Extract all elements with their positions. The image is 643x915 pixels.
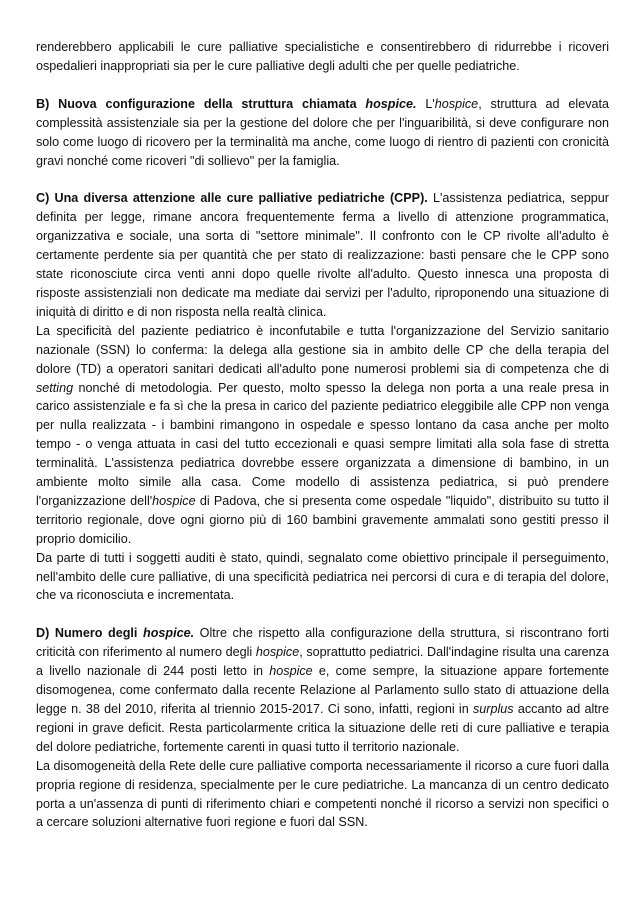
- paragraph-gap: [36, 170, 609, 189]
- section-d-para1-term1: hospice: [255, 645, 300, 660]
- section-d-para2-text: La disomogeneità della Rete delle cure palliative comporta necessariamente il ricorso a cure fuori dalla propria regione di residenza, specialmente per le cure pediatriche. La mancanza di un centro dedicato porta a un'assenza di punti di riferimento chiari e competenti nonché il ricorso a servizi non specifici o a cercare soluzioni alternative fuori regione e fuori dal SSN.: [36, 758, 609, 830]
- intro-text: renderebbero applicabili le cure palliative specialistiche e consentirebbero di ridurrebbe i ricoveri ospedalieri inappropriati sia per le cure palliative degli adulti che per quelle pediatriche.: [36, 40, 609, 73]
- section-c-para2-part3: di Padova, che si presenta come ospedale "liquido", distribuito su tutto il territorio regionale, dove ogni giorno più di 160 bambini gravemente ammalati sono gestiti presso il proprio domicilio.: [36, 493, 609, 546]
- section-d-heading-prefix: D) Numero degli: [36, 626, 143, 641]
- section-d-heading: [36, 626, 194, 640]
- section-b-body-term: hospice: [434, 96, 479, 111]
- paragraph-gap: [36, 76, 609, 95]
- text-column: [36, 38, 609, 832]
- section-d-paragraph-1: [36, 624, 609, 756]
- section-c-para3-text: Da parte di tutti i soggetti auditi è stato, quindi, segnalato come obiettivo principale il perseguimento, nell'ambito delle cure palliative, di una specificità pediatrica nei percorsi di cura e di terapia del dolore, che va riconosciuta e incrementata.: [36, 550, 609, 603]
- section-c-paragraph-2: [36, 322, 609, 549]
- section-b-body-start: L': [416, 96, 435, 111]
- section-b-heading: [36, 97, 417, 111]
- paragraph-gap: [36, 605, 609, 624]
- section-d-para1-part4: accanto ad altre regioni in grave deficit. Resta particolarmente critica la situazione delle reti di cure palliative e terapia del dolore pediatriche, fortemente carenti in quasi tutto il territorio nazionale.: [36, 702, 609, 754]
- section-d-para1-term3: surplus: [472, 702, 514, 716]
- section-c-paragraph-3: [36, 549, 609, 606]
- section-d-para1-part1: Oltre che rispetto alla configurazione della struttura, si riscontrano forti criticità con riferimento al numero degli: [36, 626, 609, 660]
- section-c-para2-part1: La specificità del paziente pediatrico è inconfutabile e tutta l'organizzazione del Servizio sanitario nazionale (SSN) lo conferma: la delega alla gestione sia in ambito delle CP che della terapia del dolore (TD) a operatori sanitari dedicati all'adulto pone numerosi problemi sia di competenza che di: [36, 323, 609, 376]
- section-c-heading: C) Una diversa attenzione alle cure palliative pediatriche (CPP).: [36, 191, 428, 206]
- section-d-heading-term: hospice.: [143, 626, 195, 641]
- section-b-body-rest: , struttura ad elevata complessità assistenziale sia per la gestione del dolore che per l'inguaribilità, si deve configurare non solo come luogo di ricovero per la terminalità ma anche, come luogo di rientro di pazienti con cronicità gravi nonché come ricoveri "di sollievo" per la famiglia.: [36, 96, 609, 168]
- section-c-para2-part2: nonché di metodologia. Per questo, molto spesso la delega non porta a una reale presa in carico assistenziale e fa sì che la presa in carico del paziente pediatrico eleggibile alle CPP non venga per nulla realizzata - i bambini rimangono in ospedale e spesso lontano da casa anche per molto tempo - o venga attuata in casi del tutto eccezionali e quasi sempre limitati alla sola fase di stretta terminalità. L'assistenza pediatrica dovrebbe essere organizzata a dimensione di bambino, in un ambiente molto simile alla casa. Come modello di assistenza pediatrica, si può prendere l'organizzazione dell': [36, 380, 609, 508]
- section-b-heading-term: hospice.: [365, 96, 417, 111]
- section-d-para1-part2: , soprattutto pediatrici. Dall'indagine risulta una carenza a livello nazionale di 244 posti letto in: [36, 645, 609, 679]
- section-c-para1-text: L'assistenza pediatrica, seppur definita per legge, rimane ancora frequentemente ferma a livello di attenzione programmatica, organizzativa e sociale, una sorta di "settore minimale". Il confronto con le CP rivolte all'adulto è certamente perdente sia per quantità che per stato di realizzazione: basti pensare che le CPP sono state riconosciute circa venti anni dopo quelle rivolte all'adulto. Questo innesca una proposta di risposte assistenziali non dedicate ma mediate dai servizi per l'adulto, riproponendo una situazione di iniquità di diritto e di non risposta nella realtà clinica.: [36, 191, 609, 319]
- section-c-para2-term-setting: setting: [36, 380, 74, 395]
- section-d-para1-part3: e, come sempre, la situazione appare fortemente disomogenea, come confermato dalla recente Relazione al Parlamento sullo stato di attuazione della legge n. 38 del 2010, riferita al triennio 2015-2017. Ci sono, infatti, regioni in: [36, 664, 609, 716]
- section-b-paragraph: [36, 95, 609, 171]
- section-d-paragraph-2: [36, 757, 609, 833]
- intro-paragraph: [36, 38, 609, 76]
- section-b-heading-prefix: B) Nuova configurazione della struttura chiamata: [36, 96, 366, 111]
- section-c-paragraph-1: [36, 189, 609, 321]
- section-c-para2-term-hospice: hospice: [152, 493, 196, 508]
- section-d-para1-term2: hospice: [269, 664, 313, 679]
